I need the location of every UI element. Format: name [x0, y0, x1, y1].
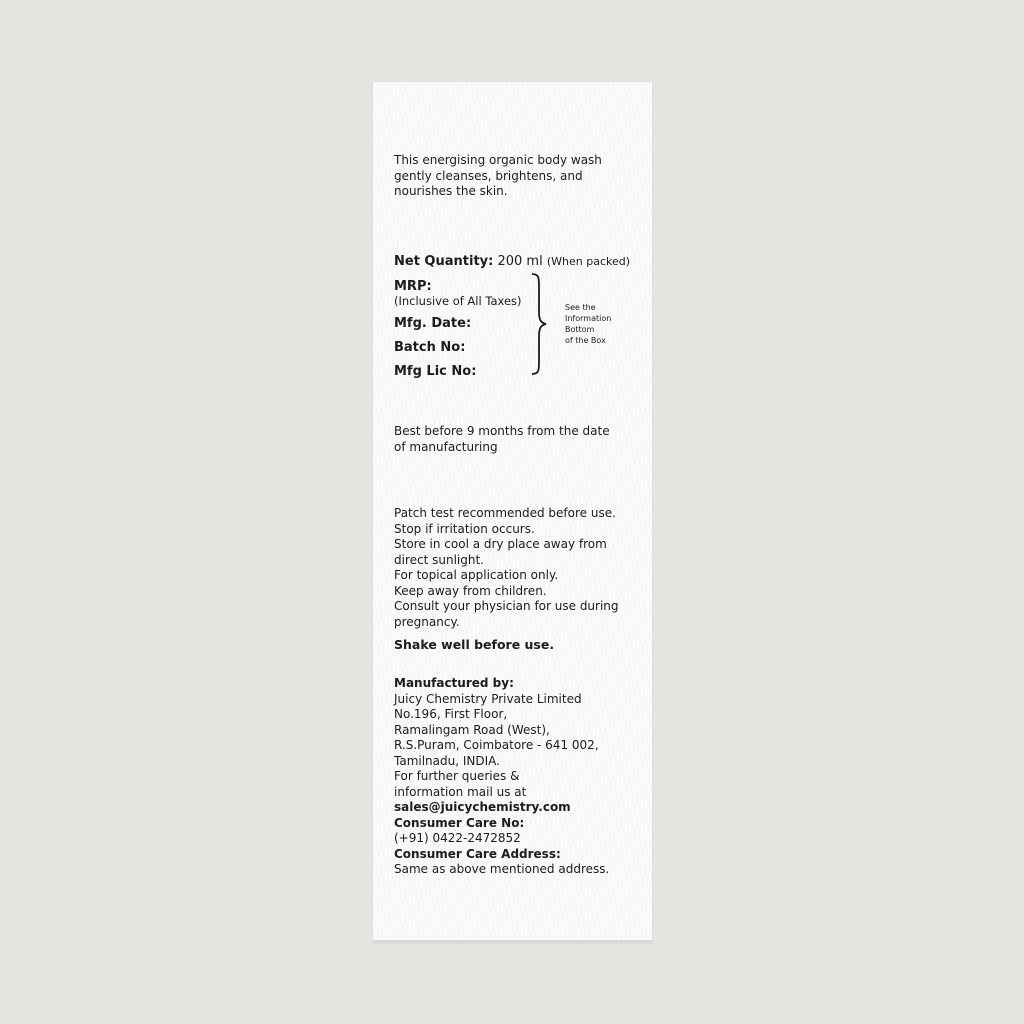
email-address: sales@juicychemistry.com	[394, 800, 571, 814]
see-information-note	[565, 302, 611, 346]
net-quantity-note: (When packed)	[546, 255, 631, 268]
address-line: R.S.Puram, Coimbatore - 641 002,	[394, 738, 599, 752]
description	[394, 153, 602, 200]
warnings	[394, 506, 619, 630]
net-quantity-label: Net Quantity:	[394, 254, 494, 269]
shake-instruction: Shake well before use.	[394, 637, 555, 652]
description-line: gently cleanses, brightens, and	[394, 168, 583, 183]
mrp-label: MRP:	[394, 279, 432, 294]
best-before	[394, 424, 610, 455]
best-before-line: of manufacturing	[394, 439, 498, 454]
warning-line: For topical application only.	[394, 568, 559, 582]
mfg-date-label: Mfg. Date:	[394, 316, 472, 331]
consumer-care-address: Same as above mentioned address.	[394, 862, 610, 876]
description-line: This energising organic body wash	[394, 153, 602, 167]
address-line: Juicy Chemistry Private Limited	[394, 691, 582, 706]
note-line: See the	[565, 303, 596, 312]
address-line: For further queries &	[394, 769, 520, 783]
description-line: nourishes the skin.	[394, 184, 508, 198]
note-line: Bottom	[565, 325, 595, 334]
warning-line: pregnancy.	[394, 614, 460, 629]
product-label-panel	[373, 82, 652, 942]
batch-no-label: Batch No:	[394, 340, 466, 355]
consumer-care-no: (+91) 0422-2472852	[394, 831, 521, 845]
net-quantity	[394, 254, 630, 270]
address-line: No.196, First Floor,	[394, 707, 508, 721]
warning-line: Patch test recommended before use.	[394, 506, 616, 520]
address-line: information mail us at	[394, 784, 527, 799]
manufacturer-info	[394, 676, 609, 878]
manufacturer-heading: Manufactured by:	[394, 676, 514, 690]
address-line: Tamilnadu, INDIA.	[394, 753, 500, 768]
note-line: of the Box	[565, 336, 606, 345]
mfg-lic-label: Mfg Lic No:	[394, 364, 477, 379]
warning-line: Keep away from children.	[394, 583, 547, 598]
consumer-care-address-label: Consumer Care Address:	[394, 846, 561, 861]
mrp-note: (Inclusive of All Taxes)	[394, 294, 522, 308]
consumer-care-no-label: Consumer Care No:	[394, 815, 525, 830]
warning-line: direct sunlight.	[394, 552, 484, 567]
info-fields	[394, 279, 522, 380]
warning-line: Consult your physician for use during	[394, 599, 619, 613]
note-line: Information	[565, 314, 612, 323]
warning-line: Stop if irritation occurs.	[394, 521, 535, 536]
address-line: Ramalingam Road (West),	[394, 722, 550, 737]
curly-brace-icon	[529, 272, 549, 376]
warning-line: Store in cool a dry place away from	[394, 537, 607, 551]
net-quantity-value: 200 ml	[497, 254, 543, 269]
best-before-line: Best before 9 months from the date	[394, 424, 610, 438]
